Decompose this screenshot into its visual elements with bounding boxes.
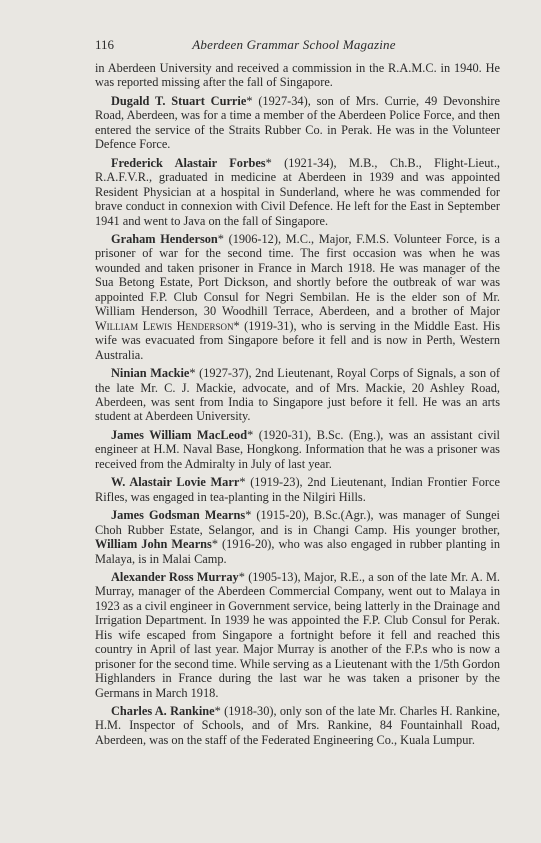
entry-details: * (1906-12), M.C., Major, F.M.S. Volunteer Force, is a prisoner of war for the second time. The first occasion was when he was wounded and taken prisoner in France in March 1918. He was manager of the Sua Betong Estate, Port Dickson, and shortly before the outbreak of war was appointed F.P. Club Consul for Negri Sembilan. He is the elder son of Mr. William Henderson, 30 Woodhill Terrace, Aberdeen, and a brother of Major	[95, 231, 500, 319]
entry-name: Dugald T. Stuart Currie	[111, 93, 247, 108]
entry-name: Charles A. Rankine	[111, 704, 215, 719]
entry-details: * (1920-31), B.Sc. (Eng.), was an assistant civil engineer at H.M. Naval Base, Hongkong. Information that he was a prisoner was received from the Admiralty in July of last year.	[95, 427, 500, 471]
page-header	[95, 37, 493, 57]
entry-name: W. Alastair Lovie Marr	[111, 475, 240, 490]
entry-name: Frederick Alastair Forbes	[111, 155, 266, 170]
entry-macleod	[95, 428, 500, 471]
entry-name: James Godsman Mearns	[111, 508, 246, 523]
entry-forbes	[95, 156, 500, 228]
entry-details: * (1927-34), son of Mrs. Currie, 49 Devonshire Road, Aberdeen, was for a time a member of the Aberdeen Police Force, and then entered the service of the Straits Rubber Co. in Perak. He was in the Volunteer Defence Force.	[95, 93, 500, 152]
entry-smallcaps-name: William Lewis Henderson	[95, 318, 234, 333]
entry-henderson	[95, 232, 500, 362]
entry-details-after: * (1916-20), who was also engaged in rubber planting in Malaya, is in Malai Camp.	[95, 537, 500, 566]
entry-name: Graham Henderson	[111, 231, 218, 246]
entry-details: * (1905-13), Major, R.E., a son of the late Mr. A. M. Murray, manager of the Aberdeen Commercial Company, went out to Malaya in 1923 as a civil engineer in Government service, being latterly in the Drainage and Irrigation Department. In 1939 he was appointed the F.P. Club Consul for Perak. His wife escaped from Singapore a fortnight before it fell and reached this country in April of last year. Major Murray is another of the F.P.s who is now a prisoner for the second time. While serving as a Lieutenant with the 1/5th Gordon Highlanders in France during the last war he was taken a prisoner by the Germans in March 1918.	[95, 569, 500, 700]
entry-mearns	[95, 508, 500, 566]
entry-details: * (1918-30), only son of the late Mr. Charles H. Rankine, H.M. Inspector of Schools, and of Mrs. Rankine, 84 Fountainhall Road, Aberdeen, was on the staff of the Federated Engineering Co., Kuala Lumpur.	[95, 704, 500, 747]
entry-mackie	[95, 366, 500, 424]
entry-name-secondary: William John Mearns	[95, 537, 212, 552]
entry-details: * (1919-23), 2nd Lieutenant, Indian Frontier Force Rifles, was engaged in tea-planting in the Nilgiri Hills.	[95, 475, 500, 504]
page-number: 116	[95, 37, 115, 52]
article-body	[95, 61, 500, 751]
entry-details: * (1921-34), M.B., Ch.B., Flight-Lieut., R.A.F.V.R., graduated in medicine at Aberdeen in 1939 and was appointed Resident Physician at a hospital in Sunderland, where he was commended for brave conduct in connexion with Civil Defence. He left for the East in September 1941 and went to Java on the fall of Singapore.	[95, 155, 500, 228]
entry-details: * (1927-37), 2nd Lieutenant, Royal Corps of Signals, a son of the late Mr. C. J. Mackie, advocate, and of Mrs. Mackie, 20 Ashley Road, Aberdeen, was sent from India to Singapore just before it fell. He was an arts student at Aberdeen University.	[95, 366, 500, 424]
entry-name: Alexander Ross Murray	[111, 569, 239, 584]
entry-name: James William MacLeod	[111, 427, 248, 442]
entry-murray	[95, 570, 500, 700]
paragraph-continuation	[95, 61, 500, 90]
entry-details-after: * (1919-31), who is serving in the Middle East. His wife was evacuated from Singapore before it fell and is now in Perth, Western Australia.	[95, 318, 500, 362]
entry-name: Ninian Mackie	[111, 366, 190, 381]
entry-marr	[95, 475, 500, 504]
entry-rankine	[95, 704, 500, 747]
entry-details: * (1915-20), B.Sc.(Agr.), was manager of Sungei Choh Rubber Estate, Selangor, and is in Changi Camp. His younger brother,	[95, 508, 500, 537]
entry-currie	[95, 94, 500, 152]
paragraph-text: in Aberdeen University and received a commission in the R.A.M.C. in 1940. He was reported missing after the fall of Singapore.	[95, 61, 500, 90]
running-title: Aberdeen Grammar School Magazine	[192, 37, 396, 52]
